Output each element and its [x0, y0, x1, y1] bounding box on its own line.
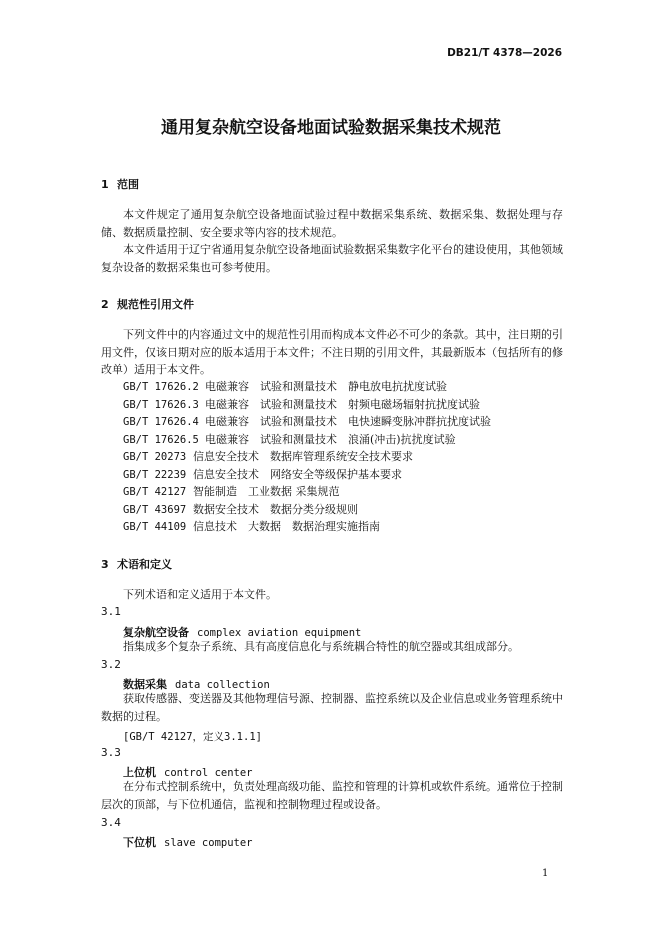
term-heading — [123, 834, 253, 850]
reference-title: 电磁兼容 试验和测量技术 浪涌(冲击)抗扰度试验 — [205, 433, 456, 446]
term-zh: 复杂航空设备 — [123, 626, 189, 639]
reference-code: GB/T 20273 — [123, 451, 187, 463]
reference-code: GB/T 42127 — [123, 486, 187, 498]
term-zh: 下位机 — [123, 836, 156, 849]
section-1-heading — [101, 176, 139, 192]
reference-title: 智能制造 工业数据 采集规范 — [193, 485, 340, 498]
term-source: [GB/T 42127，定义3.1.1] — [123, 731, 262, 743]
reference-code: GB/T 22239 — [123, 469, 187, 481]
term-zh: 数据采集 — [123, 678, 167, 691]
reference-code: GB/T 44109 — [123, 521, 187, 533]
section-title: 规范性引用文件 — [117, 298, 194, 311]
term-number: 3.3 — [101, 746, 121, 759]
reference-item — [123, 466, 402, 485]
term-definition: 在分布式控制系统中，负责处理高级功能、监控和管理的计算机或软件系统。通常位于控制层次的顶部，与下位机通信，监视和控制物理过程或设备。 — [101, 780, 563, 811]
reference-item — [123, 413, 491, 432]
term-number: 3.1 — [101, 605, 121, 618]
reference-code: GB/T 17626.5 — [123, 434, 199, 446]
term-zh: 上位机 — [123, 766, 156, 779]
reference-item — [123, 396, 480, 415]
reference-item — [123, 431, 456, 450]
section-number: 1 — [101, 178, 109, 191]
term-en: control center — [164, 767, 253, 779]
reference-title: 信息安全技术 数据库管理系统安全技术要求 — [193, 450, 413, 463]
section-number: 3 — [101, 558, 109, 571]
term-definition: 获取传感器、变送器及其他物理信号源、控制器、监控系统以及企业信息或业务管理系统中数据的过程。 — [101, 692, 563, 723]
reference-item — [123, 501, 358, 520]
paragraph: 下列文件中的内容通过文中的规范性引用而构成本文件必不可少的条款。其中，注日期的引用文件，仅该日期对应的版本适用于本文件；不注日期的引用文件，其最新版本（包括所有的修改单）适用于本文件。 — [101, 328, 563, 376]
reference-item — [123, 483, 340, 502]
term-number: 3.2 — [101, 658, 121, 671]
section-title: 术语和定义 — [117, 558, 172, 571]
section-2-heading — [101, 296, 194, 312]
reference-item — [123, 448, 413, 467]
section-3-heading — [101, 556, 172, 572]
reference-title: 电磁兼容 试验和测量技术 电快速瞬变脉冲群抗扰度试验 — [205, 415, 491, 428]
section-number: 2 — [101, 298, 109, 311]
reference-title: 信息安全技术 网络安全等级保护基本要求 — [193, 468, 402, 481]
paragraph: 下列术语和定义适用于本文件。 — [123, 588, 277, 601]
term-en: complex aviation equipment — [197, 627, 362, 639]
paragraph: 本文件规定了通用复杂航空设备地面试验过程中数据采集系统、数据采集、数据处理与存储、数据质量控制、安全要求等内容的技术规范。 — [101, 208, 563, 239]
reference-title: 电磁兼容 试验和测量技术 射频电磁场辐射抗扰度试验 — [205, 398, 480, 411]
term-en: slave computer — [164, 837, 253, 849]
reference-item — [123, 518, 380, 537]
term-en: data collection — [175, 679, 270, 691]
reference-title: 电磁兼容 试验和测量技术 静电放电抗扰度试验 — [205, 380, 447, 393]
reference-code: GB/T 17626.3 — [123, 399, 199, 411]
reference-item — [123, 378, 447, 397]
reference-code: GB/T 43697 — [123, 504, 187, 516]
reference-code: GB/T 17626.4 — [123, 416, 199, 428]
term-definition: 指集成多个复杂子系统、具有高度信息化与系统耦合特性的航空器或其组成部分。 — [123, 640, 519, 653]
document-title: 通用复杂航空设备地面试验数据采集技术规范 — [161, 118, 501, 138]
reference-code: GB/T 17626.2 — [123, 381, 199, 393]
term-number: 3.4 — [101, 816, 121, 829]
section-title: 范围 — [117, 178, 139, 191]
page-number: 1 — [542, 868, 549, 879]
reference-title: 信息技术 大数据 数据治理实施指南 — [193, 520, 380, 533]
reference-title: 数据安全技术 数据分类分级规则 — [193, 503, 358, 516]
standard-code: DB21/T 4378—2026 — [447, 47, 562, 59]
paragraph: 本文件适用于辽宁省通用复杂航空设备地面试验数据采集数字化平台的建设使用，其他领域复杂设备的数据采集也可参考使用。 — [101, 243, 563, 274]
